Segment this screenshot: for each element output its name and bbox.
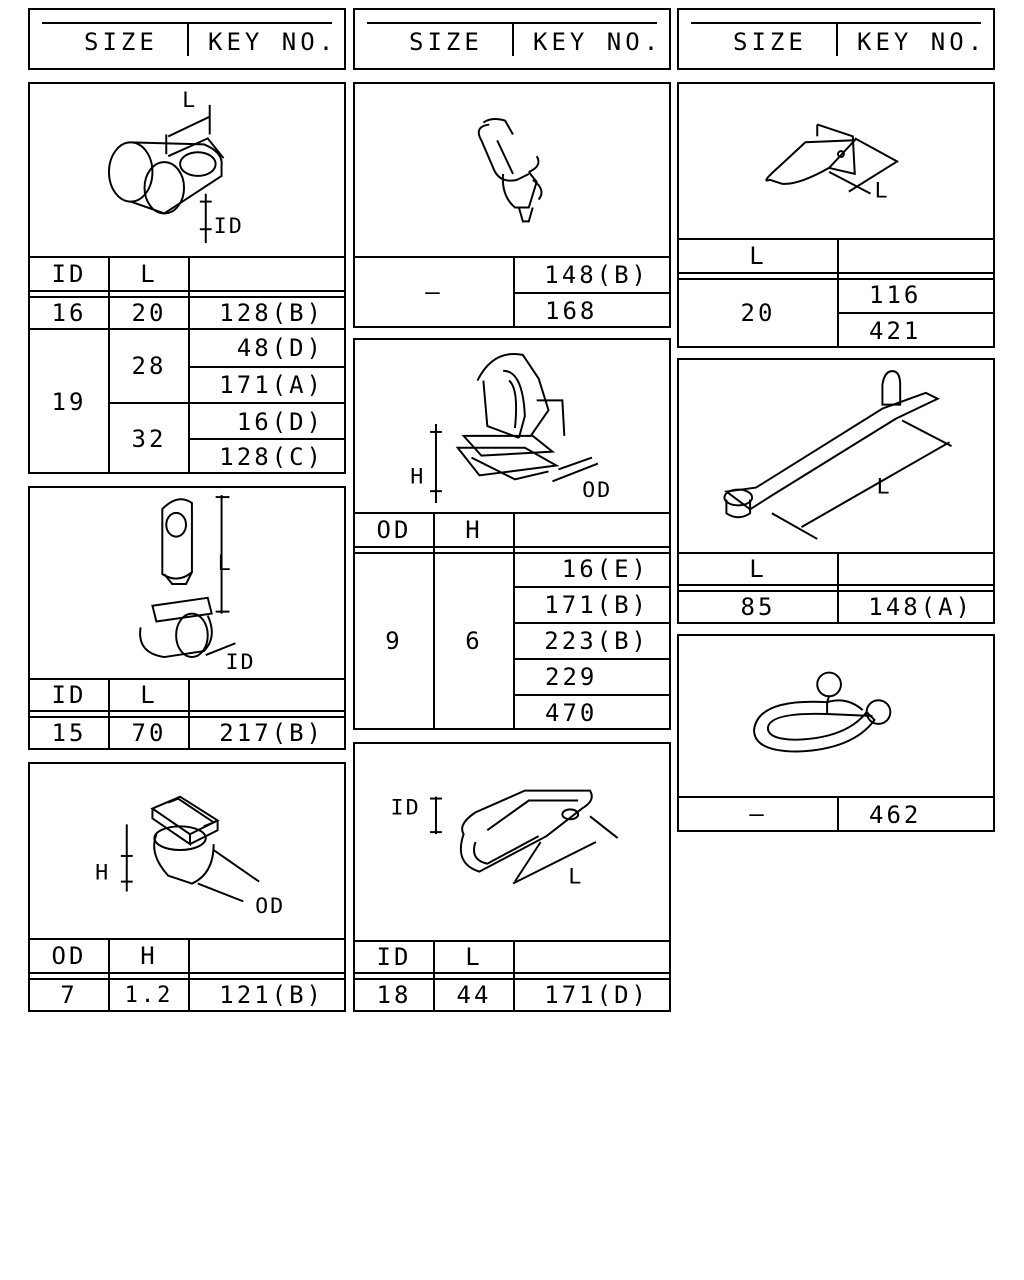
part-panel-clip-hook xyxy=(677,82,995,348)
cell-id: 18 xyxy=(376,981,412,1009)
header-size-label: SIZE xyxy=(733,28,807,56)
cell-key: 121(B) xyxy=(219,981,324,1009)
header-size-label: SIZE xyxy=(409,28,483,56)
part-panel-clamp-round xyxy=(28,82,346,474)
cell-l: 32 xyxy=(131,425,167,453)
col-l-header: L xyxy=(749,555,767,583)
cell-id: 19 xyxy=(51,388,87,416)
cell-key: 171(D) xyxy=(544,981,649,1009)
cell-h: 6 xyxy=(465,627,483,655)
cell-l: 85 xyxy=(740,593,776,621)
clip-box-illustration xyxy=(355,340,669,512)
cell-key: 421 xyxy=(869,317,922,345)
col-id-header: ID xyxy=(51,260,87,288)
header-keyno-label: KEY NO. xyxy=(208,28,338,56)
col-l-header: L xyxy=(140,260,158,288)
clamp-tab-illustration xyxy=(30,488,344,678)
dim-l-label: L xyxy=(217,551,233,577)
clip-push-illustration xyxy=(30,764,344,938)
header-size-label: SIZE xyxy=(84,28,158,56)
part-panel-strap xyxy=(677,358,995,624)
header-keyno-label: KEY NO. xyxy=(533,28,663,56)
cell-key: 217(B) xyxy=(219,719,324,747)
col-h-header: H xyxy=(465,516,483,544)
cell-key: 148(B) xyxy=(544,261,649,289)
cell-l: 70 xyxy=(131,719,167,747)
part-panel-clip-push xyxy=(28,762,346,1012)
col-h-header: H xyxy=(140,942,158,970)
dim-l-label: L xyxy=(568,864,584,890)
cell-od: 9 xyxy=(385,627,403,655)
cell-key: 16(D) xyxy=(236,408,324,436)
dim-h-label: H xyxy=(95,860,111,886)
cell-l: 20 xyxy=(131,299,167,327)
clamp-round-illustration xyxy=(30,84,344,256)
clip-hook-illustration xyxy=(679,84,993,238)
part-panel-clip-box xyxy=(353,338,671,730)
cell-key: 171(A) xyxy=(219,371,324,399)
loop-tie-illustration xyxy=(679,636,993,796)
col-od-header: OD xyxy=(376,516,412,544)
cell-l: 44 xyxy=(456,981,492,1009)
cell-key: 470 xyxy=(545,699,598,727)
header-col1 xyxy=(28,8,346,70)
cell-key: 116 xyxy=(869,281,922,309)
col-l-header: L xyxy=(465,943,483,971)
cell-key: 128(C) xyxy=(219,443,324,471)
clip-loop-illustration xyxy=(355,744,669,940)
cell-key: 462 xyxy=(869,801,922,829)
cell-id: 15 xyxy=(51,719,87,747)
cell-id: 16 xyxy=(51,299,87,327)
clip-harness-illustration xyxy=(355,84,669,256)
cell-l: 28 xyxy=(131,352,167,380)
dim-l-label: L xyxy=(182,87,198,113)
col-id-header: ID xyxy=(376,943,412,971)
dim-id-label: ID xyxy=(225,649,256,675)
part-panel-loop-tie xyxy=(677,634,995,832)
part-panel-clip-harness xyxy=(353,82,671,328)
strap-illustration xyxy=(679,360,993,552)
header-col3 xyxy=(677,8,995,70)
cell-key: 148(A) xyxy=(868,593,973,621)
cell-key: 171(B) xyxy=(544,591,649,619)
header-col2 xyxy=(353,8,671,70)
dim-l-label: L xyxy=(876,474,892,500)
cell-od: 7 xyxy=(60,981,78,1009)
col-od-header: OD xyxy=(51,942,87,970)
col-id-header: ID xyxy=(51,681,87,709)
part-panel-clip-loop xyxy=(353,742,671,1012)
cell-key: 229 xyxy=(545,663,598,691)
cell-key: 48(D) xyxy=(236,334,324,362)
cell-size-none: — xyxy=(749,800,767,828)
cell-l: 20 xyxy=(740,299,776,327)
cell-key: 168 xyxy=(545,297,598,325)
col-l-header: L xyxy=(140,681,158,709)
dim-od-label: OD xyxy=(582,478,613,504)
dim-l-label: L xyxy=(874,178,890,204)
cell-key: 128(B) xyxy=(219,299,324,327)
cell-size-none: — xyxy=(425,278,443,306)
dim-id-label: ID xyxy=(390,795,421,821)
col-l-header: L xyxy=(749,242,767,270)
cell-key: 223(B) xyxy=(544,627,649,655)
cell-key: 16(E) xyxy=(561,555,649,583)
cell-h: 1.2 xyxy=(124,982,174,1008)
header-keyno-label: KEY NO. xyxy=(857,28,987,56)
dim-od-label: OD xyxy=(255,894,286,920)
dim-id-label: ID xyxy=(213,214,244,240)
dim-h-label: H xyxy=(410,464,426,490)
part-panel-clamp-tab xyxy=(28,486,346,750)
